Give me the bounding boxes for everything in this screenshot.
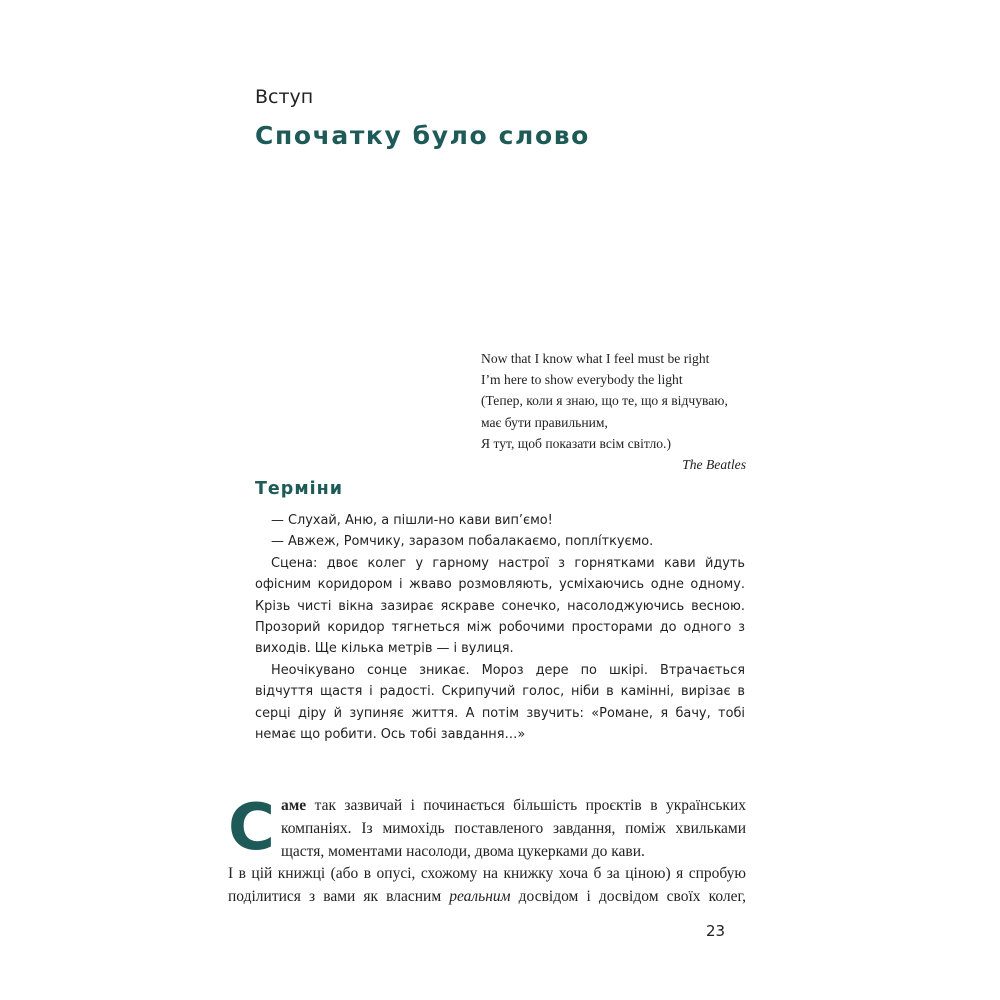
- scene-paragraph: Сцена: двоє колег у гарному настрої з горнятками кави йдуть офісним коридором і жваво розмовляють, усміхаючись одне одному. Крізь чисті вікна зазирає яскраве сонечко, насолоджуючись весною. Прозорий коридор тягнеться між робочими просторами до одного з виходів. Ще кілька метрів — і вулиця.: [255, 555, 745, 657]
- emphasis: реальним: [449, 888, 511, 906]
- body-line: [228, 795, 746, 818]
- drop-cap: С: [228, 791, 275, 865]
- body-paragraph: [228, 863, 746, 909]
- epigraph-line: (Тепер, коли я знаю, що те, що я відчуваю,: [481, 393, 728, 409]
- body-line-text: так зазвичай і починається більшість проєктів в українських: [306, 797, 746, 814]
- epigraph-line: має бути правильним,: [481, 414, 608, 430]
- dialogue-line: — Авжеж, Ромчику, зaразом побалакаємо, поплíткуємо.: [271, 534, 654, 550]
- body-line: компаніях. Із мимохідь поставленого завдання, поміж хвильками: [280, 819, 746, 837]
- body-line: [228, 886, 746, 909]
- epigraph-line: I’m here to show everybody the light: [481, 372, 683, 388]
- dialogue-block: [255, 510, 745, 745]
- chapter-title: Спочатку було слово: [255, 121, 590, 150]
- body-paragraph: [228, 791, 746, 865]
- epigraph-line: Я тут, щоб показати всім світло.): [481, 435, 671, 451]
- dialogue-line: — Слухай, Аню, а пішли-но кави вип’ємо!: [271, 513, 553, 528]
- body-line: І в цій книжці (або в опусі, схожому на книжку хоча б за ціною) я спробую: [228, 865, 746, 883]
- epigraph-attribution: The Beatles: [682, 457, 746, 473]
- body-line-text: поділитися з вами як власним: [228, 888, 450, 906]
- first-word: аме: [280, 797, 307, 814]
- body-line-text: досвідом і досвідом своїх колег,: [510, 888, 746, 906]
- epigraph: [481, 348, 746, 475]
- page-number: 23: [706, 922, 726, 940]
- scene-paragraph: Неочікувано сонце зникає. Мороз дере по шкірі. Втрачається відчуття щастя і радості. Скрипучий голос, ніби в камінні, вирізає в серці діру й зупиняє життя. А потім звучить: «Романе, я бачу, тобі немає що робити. Ось тобі завдання…»: [255, 662, 745, 743]
- body-line: щастя, моментами насолоди, двома цукерками до кави.: [280, 842, 645, 860]
- subsection-title: Терміни: [255, 479, 343, 499]
- epigraph-line: Now that I know what I feel must be right: [481, 351, 710, 366]
- body-text: [228, 791, 746, 909]
- section-label: Вступ: [255, 86, 314, 108]
